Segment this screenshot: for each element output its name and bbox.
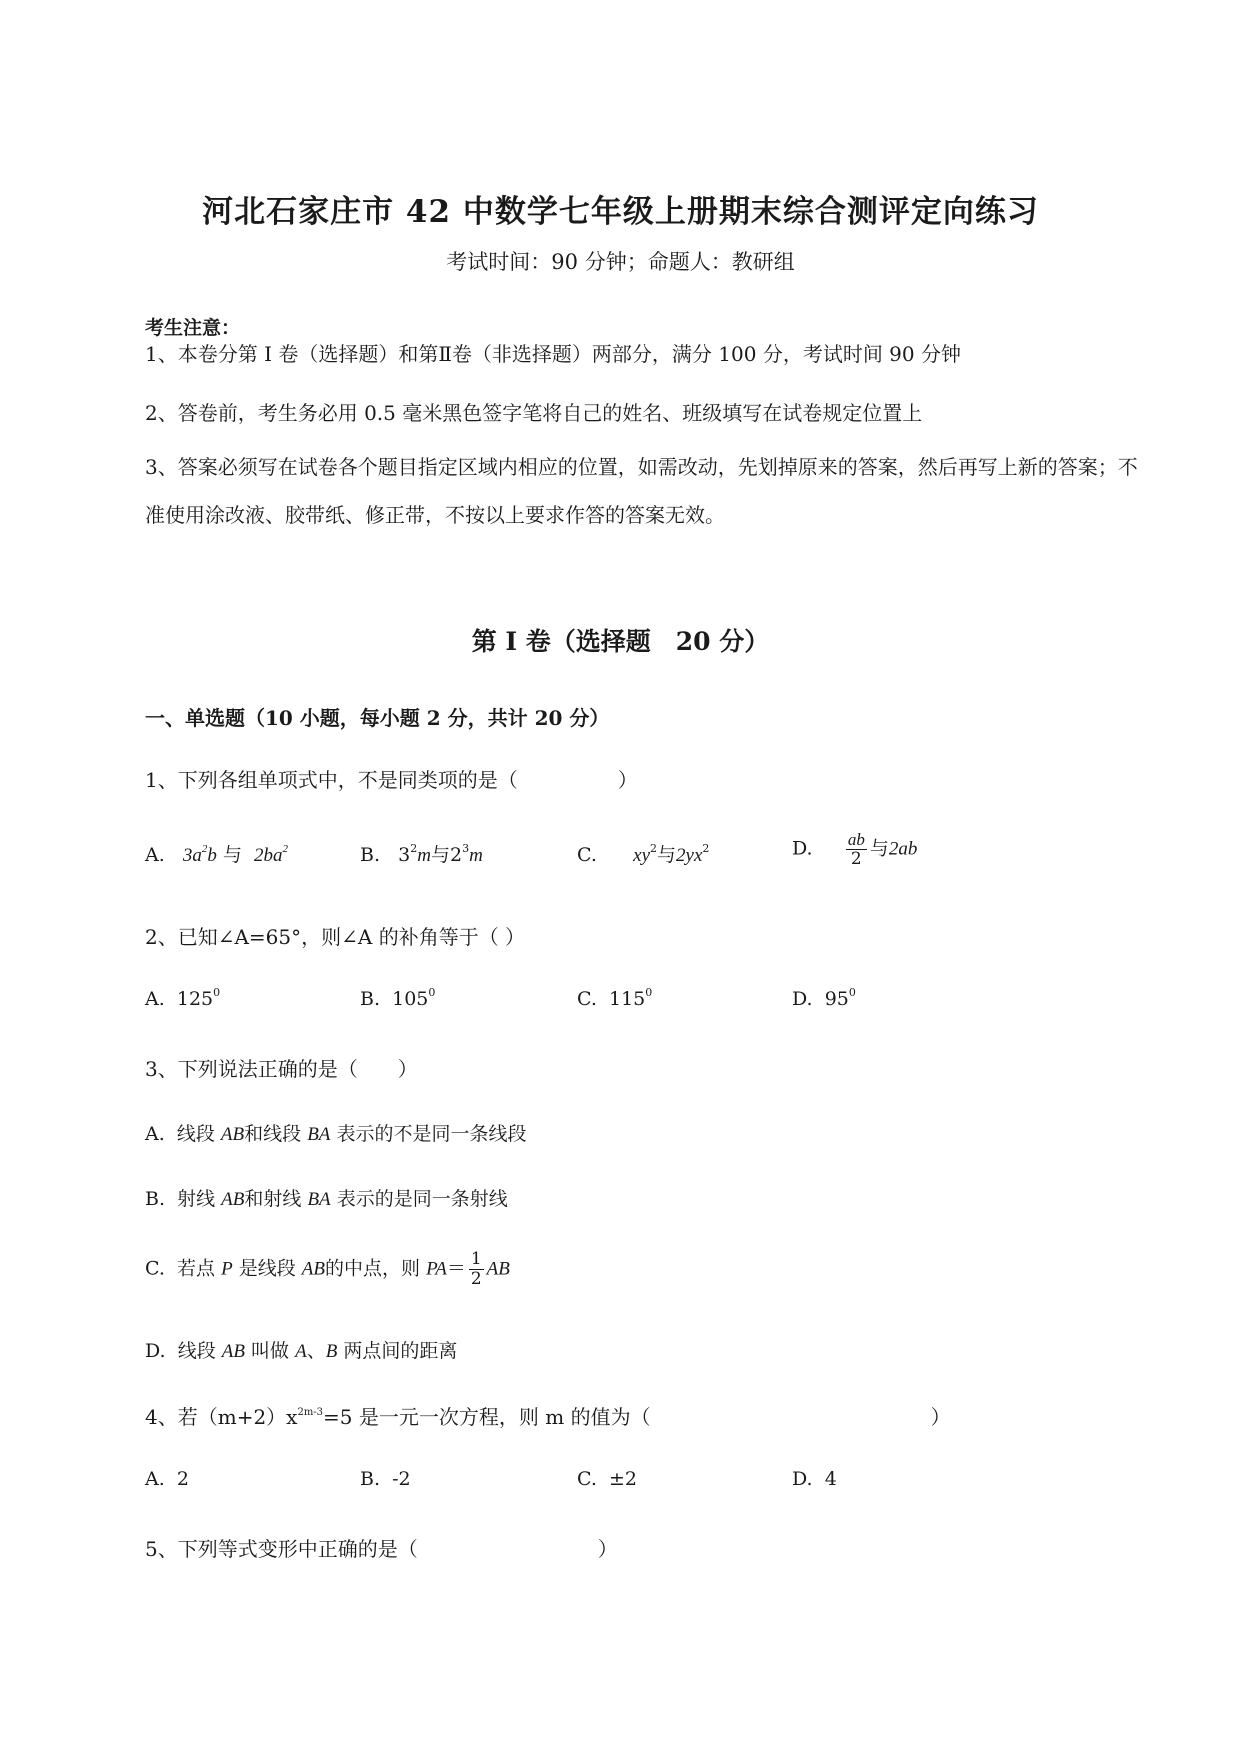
question-2-stem: 2、已知∠A=65°，则∠A 的补角等于（ ） — [145, 925, 526, 949]
q4-option-c: C. ±2 — [577, 1468, 638, 1490]
question-1-stem: 1、下列各组单项式中，不是同类项的是（ ） — [145, 768, 638, 792]
q1-option-b: B. $3^2m$与$2^3m$ — [360, 842, 483, 866]
q1-option-d: D. $\frac{ab}{2}$ 与2ab — [792, 830, 918, 869]
q4-option-b: B. -2 — [360, 1468, 411, 1490]
q4-option-a: A. 2 — [145, 1468, 189, 1490]
section-subtitle: 一、单选题（10 小题，每小题 2 分，共计 20 分） — [145, 706, 610, 730]
q3-option-a: A. 线段 AB和线段 BA 表示的不是同一条线段 — [145, 1123, 527, 1145]
q1-option-a: A. $3a^2b$ 与 $2ba^2$ — [145, 843, 289, 866]
notice-item-1: 1、本卷分第 I 卷（选择题）和第Ⅱ卷（非选择题）两部分，满分 100 分，考试时间 90 分钟 — [145, 342, 961, 366]
fraction-one-half: $\frac{1}{2}$ — [470, 1249, 482, 1289]
q3-option-c: C. 若点 P 是线段 AB的中点，则 PA＝ $\frac{1}{2}$ AB — [145, 1249, 510, 1289]
notice-heading: 考生注意： — [145, 317, 241, 339]
fraction-ab-over-2: $\frac{ab}{2}$ — [847, 830, 865, 869]
question-5-stem: 5、下列等式变形中正确的是（ ） — [145, 1537, 618, 1561]
section-title: 第 I 卷（选择题 20 分） — [471, 627, 770, 656]
exam-subtitle: 考试时间：90 分钟；命题人：教研组 — [446, 250, 795, 274]
q1-option-c: C. $xy^2$与$2yx^2$ — [577, 842, 710, 866]
q2-option-d: D. $95^0$ — [792, 986, 856, 1010]
notice-item-3: 3、答案必须写在试卷各个题目指定区域内相应的位置，如需改动，先划掉原来的答案，然后再写上新的答案；不准使用涂改液、胶带纸、修正带，不按以上要求作答的答案无效。 — [145, 455, 1138, 527]
q4-option-d: D. 4 — [792, 1468, 837, 1490]
q3-option-d: D. 线段 AB 叫做 A、B 两点间的距离 — [145, 1340, 458, 1362]
exam-title: 河北石家庄市 42 中数学七年级上册期末综合测评定向练习 — [202, 194, 1039, 230]
q2-option-c: C. $115^0$ — [577, 986, 653, 1010]
q3-option-b: B. 射线 AB和射线 BA 表示的是同一条射线 — [145, 1188, 508, 1210]
notice-item-2: 2、答卷前，考生务必用 0.5 毫米黑色签字笔将自己的姓名、班级填写在试卷规定位置上 — [145, 401, 923, 425]
q2-option-b: B. $105^0$ — [360, 986, 436, 1010]
question-4-stem: 4、若$(m+2)x^{2m-3}=5$ 是一元一次方程，则 m 的值为（ ） — [145, 1405, 951, 1429]
question-3-stem: 3、下列说法正确的是（ ） — [145, 1057, 418, 1081]
q2-option-a: A. $125^0$ — [145, 986, 221, 1010]
